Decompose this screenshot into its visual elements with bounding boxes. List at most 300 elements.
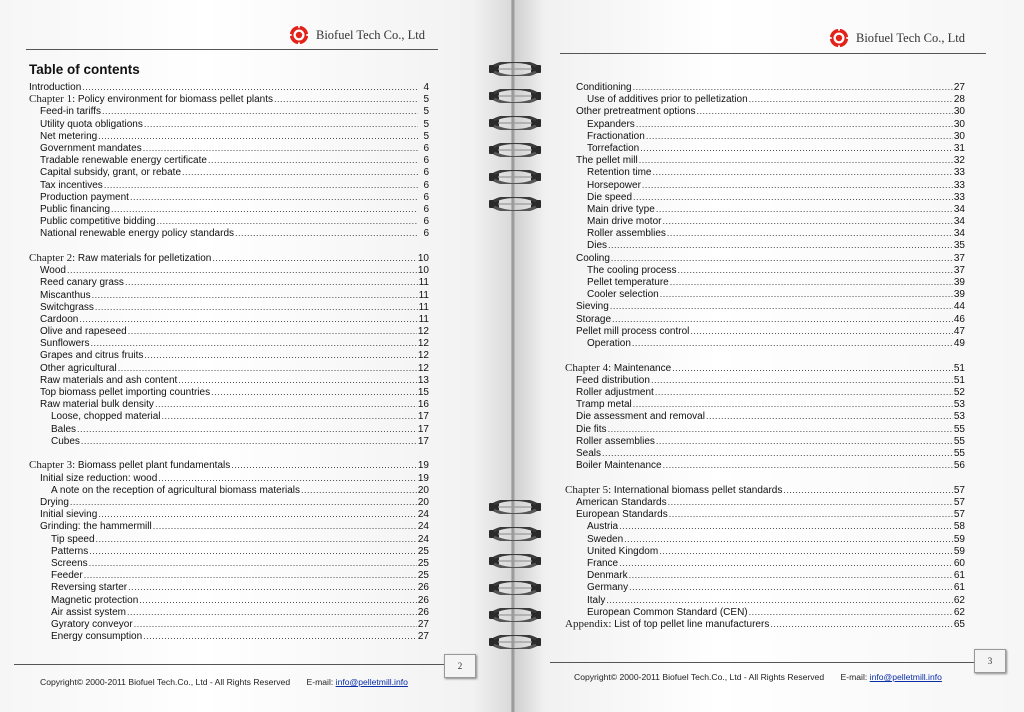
dot-leader: [77, 423, 417, 435]
chapter-title: International biomass pellet standards: [613, 484, 783, 496]
toc-page-number: 24: [417, 533, 429, 545]
toc-entry[interactable]: [565, 154, 965, 166]
toc-chapter-entry[interactable]: [29, 93, 429, 105]
toc-page-number: 6: [423, 167, 429, 179]
toc-entry[interactable]: [565, 545, 965, 557]
toc-entry[interactable]: [29, 484, 429, 496]
dot-leader: [102, 105, 418, 117]
toc-entry-title: Utility quota obligations: [40, 118, 143, 130]
toc-entry[interactable]: [565, 447, 965, 459]
toc-entry-title: Grinding: the hammermill: [40, 521, 152, 533]
dot-leader: [89, 557, 417, 569]
toc-entry[interactable]: [29, 520, 429, 532]
dot-leader: [79, 313, 417, 325]
toc-entry-title: Cubes: [51, 435, 80, 447]
toc-spacer: [565, 471, 965, 484]
email-label: E-mail:: [840, 672, 868, 682]
toc-spacer: [565, 349, 965, 362]
toc-entry-title: [565, 618, 769, 631]
dot-leader: [92, 289, 418, 301]
toc-entry[interactable]: [29, 179, 429, 191]
toc-entry-title: Operation: [587, 337, 631, 349]
toc-page-number: 52: [953, 387, 965, 398]
dot-leader: [670, 276, 953, 288]
toc-entry-title: Denmark: [587, 570, 628, 582]
dot-leader: [208, 154, 418, 166]
toc-entry-title: Reversing starter: [51, 582, 128, 594]
toc-entry-title: Roller assemblies: [587, 228, 666, 240]
dot-leader: [104, 179, 418, 191]
dot-leader: [81, 435, 417, 447]
toc-entry[interactable]: [29, 533, 429, 545]
toc-entry[interactable]: [29, 630, 429, 642]
toc-page-number: 10: [417, 252, 429, 264]
toc-entry-title: Die assessment and removal: [576, 411, 705, 423]
toc-entry-title: Pellet temperature: [587, 277, 669, 288]
toc-chapter-entry[interactable]: [565, 484, 965, 496]
toc-entry[interactable]: [29, 276, 429, 288]
toc-entry-title: Gyratory conveyor: [51, 618, 133, 630]
toc-page-number: 55: [953, 447, 965, 459]
binding-ring: [488, 143, 542, 157]
toc-spacer: [29, 239, 429, 252]
dot-leader: [89, 545, 417, 557]
toc-title: Table of contents: [29, 62, 140, 77]
toc-entry-title: Energy consumption: [51, 631, 143, 643]
toc-entry[interactable]: [29, 105, 429, 117]
dot-leader: [652, 166, 952, 178]
dot-leader: [632, 337, 953, 349]
binding-ring: [488, 500, 542, 514]
toc-entry-title: Drying: [40, 497, 69, 508]
company-name: Biofuel Tech Co., Ltd: [316, 27, 425, 42]
toc-entry-title: Tax incentives: [40, 179, 103, 191]
binding-ring: [488, 635, 542, 649]
toc-entry[interactable]: [29, 435, 429, 447]
dot-leader: [82, 81, 418, 93]
toc-entry[interactable]: [29, 313, 429, 325]
toc-entry[interactable]: [29, 118, 429, 130]
toc-page-number: 20: [417, 484, 429, 496]
dot-leader: [619, 520, 953, 532]
toc-entry[interactable]: [565, 594, 965, 606]
toc-entry[interactable]: [29, 325, 429, 337]
toc-page-number: 39: [953, 277, 965, 288]
toc-chapter-entry[interactable]: [565, 362, 965, 374]
dot-leader: [651, 374, 953, 386]
page-number: 3: [987, 656, 993, 666]
dot-leader: [158, 472, 417, 484]
toc-entry[interactable]: [565, 533, 965, 545]
toc-entry[interactable]: [29, 362, 429, 374]
toc-entry-title: Olive and rapeseed: [40, 326, 127, 338]
toc-page-number: 5: [423, 118, 429, 130]
toc-page-number: 6: [423, 142, 429, 154]
toc-entry[interactable]: [565, 252, 965, 264]
right-page: [514, 0, 1024, 712]
dot-leader: [157, 215, 418, 227]
dot-leader: [143, 630, 417, 642]
dot-leader: [95, 301, 418, 313]
dot-leader: [749, 606, 953, 618]
dot-leader: [669, 508, 953, 520]
toc-page-number: 57: [953, 484, 965, 496]
copyright-text: Copyright© 2000-2011 Biofuel Tech.Co., Ltd - All Rights Reserved: [574, 672, 825, 682]
toc-entry-title: Initial sieving: [40, 509, 98, 521]
dot-leader: [128, 325, 417, 337]
left-header: [288, 24, 425, 46]
toc-entry[interactable]: [565, 520, 965, 532]
toc-entry[interactable]: [29, 386, 429, 398]
toc-entry[interactable]: [565, 398, 965, 410]
toc-entry[interactable]: [29, 606, 429, 618]
chapter-number: Chapter 5:: [565, 483, 612, 496]
toc-entry[interactable]: [29, 496, 429, 508]
toc-page-number: 55: [953, 435, 965, 447]
dot-leader: [125, 276, 418, 288]
dot-leader: [619, 557, 953, 569]
dot-leader: [301, 484, 417, 496]
toc-entry[interactable]: [29, 557, 429, 569]
toc-entry-title: Production payment: [40, 191, 129, 203]
toc-page-number: 19: [417, 472, 429, 484]
toc-entry[interactable]: [565, 288, 965, 300]
toc-entry[interactable]: [565, 264, 965, 276]
dot-leader: [656, 203, 953, 215]
toc-entry[interactable]: [565, 239, 965, 251]
toc-entry[interactable]: [29, 349, 429, 361]
toc-entry-title: Public financing: [40, 203, 111, 215]
dot-leader: [144, 118, 418, 130]
toc-entry[interactable]: [565, 142, 965, 154]
toc-entry[interactable]: [565, 215, 965, 227]
toc-page-number: 30: [953, 130, 965, 142]
chapter-number: Chapter 2:: [29, 251, 76, 264]
toc-page-number: 57: [953, 509, 965, 521]
toc-page-number: 34: [953, 228, 965, 240]
toc-entry[interactable]: [29, 227, 429, 239]
dot-leader: [153, 520, 417, 532]
toc-entry[interactable]: [29, 594, 429, 606]
toc-entry-title: Retention time: [587, 167, 652, 179]
dot-leader: [660, 288, 953, 300]
toc-entry[interactable]: [565, 386, 965, 398]
dot-leader: [143, 142, 418, 154]
toc-entry[interactable]: [29, 569, 429, 581]
dot-leader: [139, 594, 417, 606]
toc-entry-title: Reed canary grass: [40, 277, 124, 289]
toc-entry-title: Italy: [587, 594, 606, 606]
toc-entry[interactable]: [565, 81, 965, 93]
toc-page-number: 12: [417, 362, 429, 374]
dot-leader: [134, 618, 417, 630]
toc-page-number: 35: [953, 240, 965, 252]
gear-flame-logo-icon: [828, 27, 850, 49]
toc-entry-title: Conditioning: [576, 82, 632, 93]
toc-entry-title: Patterns: [51, 545, 89, 557]
toc-entry-title: Tramp metal: [576, 399, 632, 411]
toc-entry[interactable]: [29, 264, 429, 276]
toc-entry[interactable]: [29, 545, 429, 557]
toc-page-number: 59: [953, 533, 965, 545]
toc-page-number: 56: [953, 460, 965, 472]
toc-entry-title: Top biomass pellet importing countries: [40, 387, 211, 398]
toc-entry[interactable]: [565, 459, 965, 471]
toc-entry[interactable]: [565, 423, 965, 435]
toc-page-number: 12: [417, 326, 429, 338]
toc-entry-title: Capital subsidy, grant, or rebate: [40, 167, 182, 179]
toc-entry[interactable]: [29, 618, 429, 630]
toc-entry[interactable]: [565, 166, 965, 178]
dot-leader: [629, 581, 953, 593]
toc-chapter-entry[interactable]: [29, 459, 429, 471]
toc-page-number: 6: [423, 228, 429, 240]
footer-rule: [550, 662, 976, 663]
toc-entry-title: Sieving: [576, 301, 609, 313]
toc-entry[interactable]: [29, 410, 429, 422]
toc-entry-title: Roller adjustment: [576, 387, 654, 398]
chapter-title: Maintenance: [613, 362, 672, 374]
toc-entry-title: American Standards: [576, 497, 667, 508]
toc-entry[interactable]: [565, 118, 965, 130]
toc-page-number: 12: [417, 350, 429, 362]
email-link[interactable]: info@pelletmill.info: [335, 677, 408, 687]
toc-list-right: [565, 81, 965, 630]
toc-entry[interactable]: [565, 374, 965, 386]
toc-page-number: 15: [417, 387, 429, 398]
toc-entry-title: The pellet mill: [576, 155, 638, 167]
dot-leader: [633, 191, 953, 203]
dot-leader: [624, 533, 953, 545]
toc-page-number: 11: [418, 301, 429, 313]
toc-page-number: 25: [417, 545, 429, 557]
toc-entry[interactable]: [565, 557, 965, 569]
toc-entry-title: Tradable renewable energy certificate: [40, 155, 207, 167]
toc-page-number: 19: [417, 460, 429, 472]
toc-page-number: 24: [417, 521, 429, 533]
toc-entry[interactable]: [565, 227, 965, 239]
toc-entry[interactable]: [29, 81, 429, 93]
toc-page-number: 31: [953, 142, 965, 154]
toc-page-number: 5: [423, 130, 429, 142]
toc-page-number: 25: [417, 570, 429, 582]
dot-leader: [606, 594, 953, 606]
toc-page-number: 44: [953, 301, 965, 313]
footer-left: [40, 677, 408, 687]
toc-entry[interactable]: [29, 581, 429, 593]
toc-page-number: 17: [417, 411, 429, 423]
toc-page-number: 6: [423, 155, 429, 167]
toc-entry[interactable]: [29, 423, 429, 435]
toc-entry-title: Storage: [576, 313, 612, 325]
toc-page-number: 37: [953, 252, 965, 264]
toc-page-number: 62: [953, 594, 965, 606]
toc-page-number: 6: [423, 203, 429, 215]
toc-entry[interactable]: [565, 313, 965, 325]
dot-leader: [602, 447, 953, 459]
toc-entry[interactable]: [565, 496, 965, 508]
toc-page-number: 61: [953, 570, 965, 582]
toc-entry-title: Tip speed: [51, 533, 95, 545]
toc-page-number: 55: [953, 423, 965, 435]
dot-leader: [656, 435, 953, 447]
toc-entry[interactable]: [29, 130, 429, 142]
toc-entry[interactable]: [29, 472, 429, 484]
dot-leader: [130, 191, 418, 203]
toc-entry[interactable]: [29, 289, 429, 301]
dot-leader: [90, 337, 416, 349]
footer-rule: [14, 664, 444, 665]
toc-entry-title: Die speed: [587, 191, 633, 203]
toc-entry[interactable]: [565, 606, 965, 618]
binding-gutter: [511, 0, 515, 712]
dot-leader: [633, 398, 953, 410]
toc-entry[interactable]: [565, 410, 965, 422]
toc-entry-title: Roller assemblies: [576, 435, 655, 447]
dot-leader: [608, 239, 953, 251]
toc-entry-title: Expanders: [587, 118, 635, 130]
toc-page-number: 27: [953, 82, 965, 93]
dot-leader: [610, 300, 953, 312]
toc-entry[interactable]: [565, 435, 965, 447]
toc-entry[interactable]: [29, 154, 429, 166]
toc-page-number: 26: [417, 606, 429, 618]
gear-flame-logo-icon: [288, 24, 310, 46]
page-number-box: [444, 654, 476, 678]
toc-entry[interactable]: [565, 179, 965, 191]
toc-entry-title: Raw material bulk density: [40, 399, 154, 411]
toc-entry[interactable]: [565, 105, 965, 117]
toc-page-number: 30: [953, 106, 965, 118]
toc-page-number: 30: [953, 118, 965, 130]
toc-entry-title: Main drive type: [587, 203, 655, 215]
toc-page-number: 6: [423, 216, 429, 228]
toc-entry-title: Public competitive bidding: [40, 216, 156, 228]
toc-entry[interactable]: [29, 301, 429, 313]
toc-entry-title: Austria: [587, 521, 619, 533]
toc-entry[interactable]: [29, 203, 429, 215]
toc-entry[interactable]: [29, 142, 429, 154]
dot-leader: [770, 618, 953, 630]
email-link[interactable]: info@pelletmill.info: [869, 672, 942, 682]
chapter-title: Biomass pellet plant fundamentals: [77, 460, 231, 472]
header-rule: [560, 53, 986, 54]
toc-entry-title: Use of additives prior to pelletization: [587, 94, 748, 106]
toc-page-number: 6: [423, 179, 429, 191]
right-header: [828, 27, 965, 49]
toc-entry-title: Introduction: [29, 82, 82, 93]
chapter-number: Appendix:: [565, 617, 612, 630]
toc-chapter-entry[interactable]: [29, 252, 429, 264]
toc-entry-title: Grapes and citrus fruits: [40, 350, 144, 362]
dot-leader: [783, 484, 953, 496]
toc-entry-title: Germany: [587, 582, 629, 594]
toc-entry[interactable]: [29, 337, 429, 349]
toc-page-number: 28: [953, 94, 965, 106]
dot-leader: [659, 545, 953, 557]
toc-entry[interactable]: [565, 130, 965, 142]
dot-leader: [111, 203, 418, 215]
toc-entry-title: Cardoon: [40, 313, 79, 325]
toc-entry[interactable]: [565, 203, 965, 215]
binding-ring: [488, 581, 542, 595]
chapter-title: Policy environment for biomass pellet plants: [77, 94, 274, 106]
toc-entry-title: Pellet mill process control: [576, 325, 690, 337]
toc-page-number: 34: [953, 216, 965, 228]
dot-leader: [706, 410, 953, 422]
toc-entry[interactable]: [29, 508, 429, 520]
dot-leader: [274, 93, 418, 105]
toc-page-number: 33: [953, 167, 965, 179]
toc-page-number: 6: [423, 191, 429, 203]
toc-entry-title: United Kingdom: [587, 545, 659, 557]
toc-page-number: 65: [953, 618, 965, 630]
toc-entry[interactable]: [29, 398, 429, 410]
toc-entry[interactable]: [29, 166, 429, 178]
dot-leader: [690, 325, 953, 337]
dot-leader: [749, 93, 953, 105]
chapter-number: Chapter 4:: [565, 361, 612, 374]
dot-leader: [178, 374, 417, 386]
toc-page-number: 57: [953, 497, 965, 508]
binding-ring: [488, 527, 542, 541]
toc-entry-title: Miscanthus: [40, 289, 91, 301]
toc-entry-title: Main drive motor: [587, 216, 662, 228]
chapter-title: Raw materials for pelletization: [77, 252, 212, 264]
toc-entry[interactable]: [565, 300, 965, 312]
dot-leader: [655, 386, 953, 398]
toc-entry[interactable]: [565, 581, 965, 593]
toc-entry[interactable]: [565, 93, 965, 105]
toc-entry-title: Other pretreatment options: [576, 106, 696, 118]
toc-page-number: 47: [953, 325, 965, 337]
dot-leader: [144, 349, 417, 361]
toc-entry[interactable]: [29, 191, 429, 203]
dot-leader: [127, 606, 417, 618]
dot-leader: [633, 81, 953, 93]
dot-leader: [128, 581, 417, 593]
toc-page-number: 25: [417, 557, 429, 569]
dot-leader: [155, 398, 417, 410]
toc-page-number: 11: [418, 277, 429, 289]
toc-entry[interactable]: [29, 374, 429, 386]
toc-page-number: 10: [417, 265, 429, 277]
toc-page-number: 51: [953, 374, 965, 386]
toc-page-number: 16: [417, 399, 429, 411]
toc-entry-title: France: [587, 557, 619, 569]
toc-entry[interactable]: [565, 191, 965, 203]
toc-entry[interactable]: [565, 569, 965, 581]
toc-entry[interactable]: [565, 337, 965, 349]
toc-entry-title: Feed-in tariffs: [40, 106, 101, 118]
binding-ring: [488, 197, 542, 211]
company-name: Biofuel Tech Co., Ltd: [856, 30, 965, 45]
toc-page-number: 49: [953, 337, 965, 349]
toc-page-number: 27: [417, 631, 429, 643]
toc-entry[interactable]: [29, 215, 429, 227]
dot-leader: [642, 179, 953, 191]
toc-entry-title: Seals: [576, 447, 602, 459]
dot-leader: [67, 264, 417, 276]
dot-leader: [118, 362, 417, 374]
toc-page-number: 5: [423, 94, 429, 106]
toc-page-number: 12: [417, 338, 429, 350]
toc-entry[interactable]: [565, 325, 965, 337]
toc-chapter-entry[interactable]: [565, 618, 965, 630]
toc-entry[interactable]: [565, 276, 965, 288]
dot-leader: [608, 423, 953, 435]
toc-entry[interactable]: [565, 508, 965, 520]
